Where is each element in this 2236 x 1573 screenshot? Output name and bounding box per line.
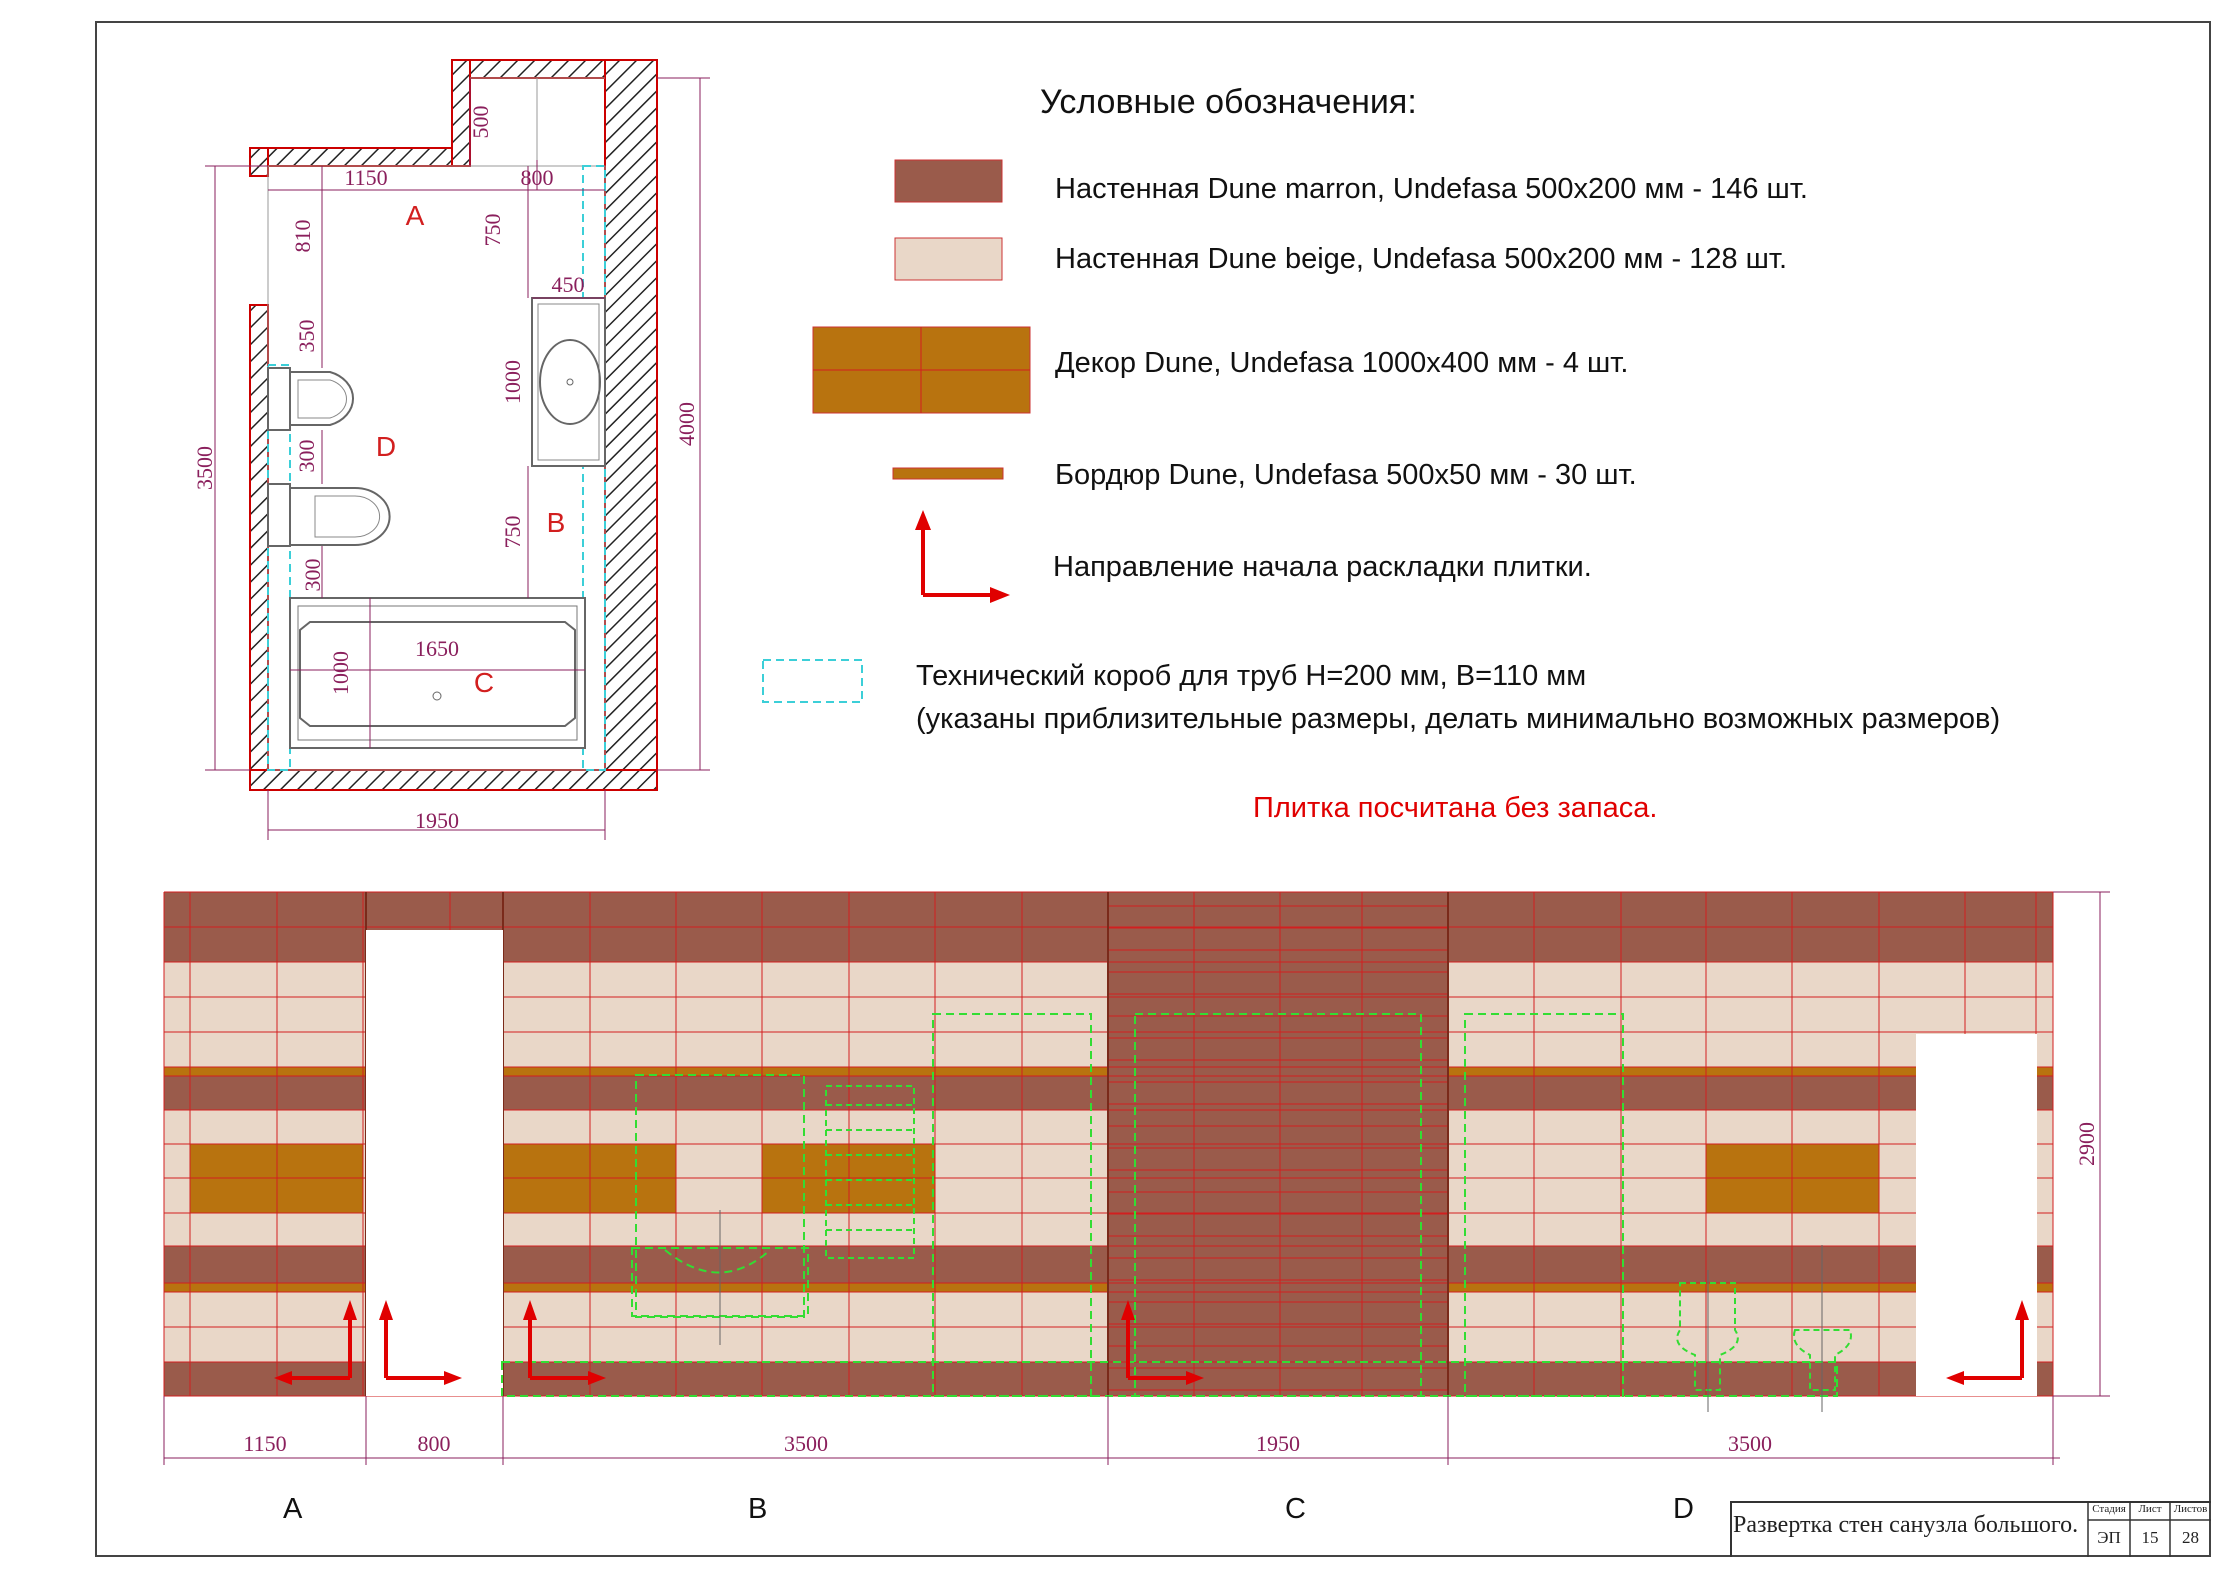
legend-title: Условные обозначения: bbox=[1040, 83, 1417, 121]
elevation-dim-0: 1150 bbox=[243, 1431, 287, 1456]
legend-pipe-box-line2: (указаны приблизительные размеры, делать минимально возможных размеров) bbox=[916, 703, 2001, 735]
dim-4000: 4000 bbox=[674, 402, 699, 446]
dim-750-bottom: 750 bbox=[500, 515, 525, 549]
legend-warning: Плитка посчитана без запаса. bbox=[1253, 792, 1658, 824]
title-block-sheets-header: Листов bbox=[2173, 1503, 2208, 1515]
plan-wall-label-c: C bbox=[473, 667, 495, 698]
title-block-sheet-header: Лист bbox=[2138, 1503, 2162, 1515]
dim-750-top: 750 bbox=[480, 213, 505, 247]
elevation-dim-2: 3500 bbox=[784, 1431, 828, 1456]
dim-1000-bath: 1000 bbox=[328, 651, 353, 695]
dim-1150: 1150 bbox=[344, 165, 388, 190]
title-block-title: Развертка стен санузла большого. bbox=[1733, 1512, 2079, 1538]
plan-wall-label-a: A bbox=[405, 200, 425, 231]
legend-item-beige: Настенная Dune beige, Undefasa 500x200 мм - 128 шт. bbox=[1055, 243, 1788, 275]
legend-item-direction: Направление начала раскладки плитки. bbox=[1053, 551, 1592, 583]
elevation-wall-label-d: D bbox=[1673, 1493, 1694, 1525]
dim-3500: 3500 bbox=[192, 446, 217, 490]
legend-pipe-box-line1: Технический короб для труб H=200 мм, B=110 мм bbox=[916, 660, 1587, 692]
elevation-wall-label-b: B bbox=[748, 1493, 768, 1525]
title-block-stage-header: Стадия bbox=[2092, 1503, 2126, 1515]
dim-350: 350 bbox=[294, 319, 319, 353]
dim-1000-sink: 1000 bbox=[500, 360, 525, 404]
title-block-stage: ЭП bbox=[2097, 1528, 2121, 1547]
elevation-dim-3: 1950 bbox=[1256, 1431, 1300, 1456]
legend-item-decor: Декор Dune, Undefasa 1000x400 мм - 4 шт. bbox=[1055, 347, 1629, 379]
dim-300-low: 300 bbox=[300, 558, 325, 592]
legend-item-border: Бордюр Dune, Undefasa 500x50 мм - 30 шт. bbox=[1055, 459, 1637, 491]
elevation-height-dim: 2900 bbox=[2074, 1122, 2099, 1166]
elevation-dim-4: 3500 bbox=[1728, 1431, 1772, 1456]
plan-wall-label-b: B bbox=[546, 507, 566, 538]
dim-810: 810 bbox=[290, 219, 315, 253]
dim-800: 800 bbox=[520, 165, 554, 190]
plan-wall-label-d: D bbox=[375, 431, 397, 462]
dim-1650: 1650 bbox=[415, 636, 459, 661]
elevation-dim-1: 800 bbox=[417, 1431, 451, 1456]
dim-1950: 1950 bbox=[415, 808, 459, 833]
title-block-sheet-number: 15 bbox=[2141, 1528, 2159, 1547]
elevation-wall-label-a: A bbox=[283, 1493, 303, 1525]
title-block-sheets-total: 28 bbox=[2182, 1528, 2199, 1547]
dim-450: 450 bbox=[551, 272, 585, 297]
elevation-wall-label-c: C bbox=[1285, 1493, 1306, 1525]
dim-300-mid: 300 bbox=[294, 439, 319, 473]
door-opening-right bbox=[1916, 1034, 2037, 1396]
legend-item-marron: Настенная Dune marron, Undefasa 500x200 мм - 146 шт. bbox=[1055, 173, 1808, 205]
dim-500: 500 bbox=[468, 105, 493, 139]
